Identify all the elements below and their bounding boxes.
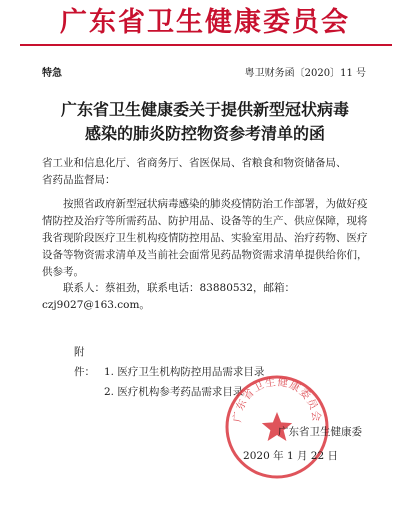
attachment-item-1: 1. 医疗卫生机构防控用品需求目录 — [104, 366, 265, 378]
title-line-2: 感染的肺炎防控物资参考清单的函 — [84, 124, 325, 143]
body-paragraph: 按照省政府新型冠状病毒感染的肺炎疫情防治工作部署，为做好疫情防控及治疗等所需药品、防护用品、设备等的生产、供应保障，现将我省现阶段医疗卫生机构疫情防控用品、实验室用品、治疗药物、医疗设备等物资需求清单及当前社会面常见药品物资需求清单提供给你们，供参考。 — [42, 198, 368, 278]
document-number: 粤卫财务函〔2020〕11 号 — [244, 68, 366, 79]
addressee — [42, 155, 372, 189]
attachment-item-2: 2. 医疗机构参考药品需求目录 — [104, 386, 244, 398]
addressee-line-1: 省工业和信息化厅、省商务厅、省医保局、省粮食和物资储备局、 — [42, 157, 347, 169]
masthead: 广东省卫生健康委员会 — [60, 7, 350, 38]
document-title — [30, 98, 380, 146]
seal-text: 广东省卫生健康委员会 — [231, 376, 323, 424]
contact-email: czj9027@163.com。 — [42, 299, 150, 311]
urgency-label: 特急 — [42, 68, 62, 79]
contact-paragraph — [42, 280, 372, 314]
attachments-label: 附件： — [74, 346, 95, 378]
masthead-rule — [20, 44, 392, 46]
title-line-1: 广东省卫生健康委关于提供新型冠状病毒 — [60, 100, 349, 119]
contact-line: 联系人：蔡祖劲，联系电话：83880532，邮箱： — [63, 282, 295, 294]
signature-date: 2020 年 1 月 22 日 — [243, 450, 338, 462]
signature-org: 广东省卫生健康委 — [278, 426, 362, 438]
addressee-line-2: 省药品监督局： — [42, 174, 116, 186]
